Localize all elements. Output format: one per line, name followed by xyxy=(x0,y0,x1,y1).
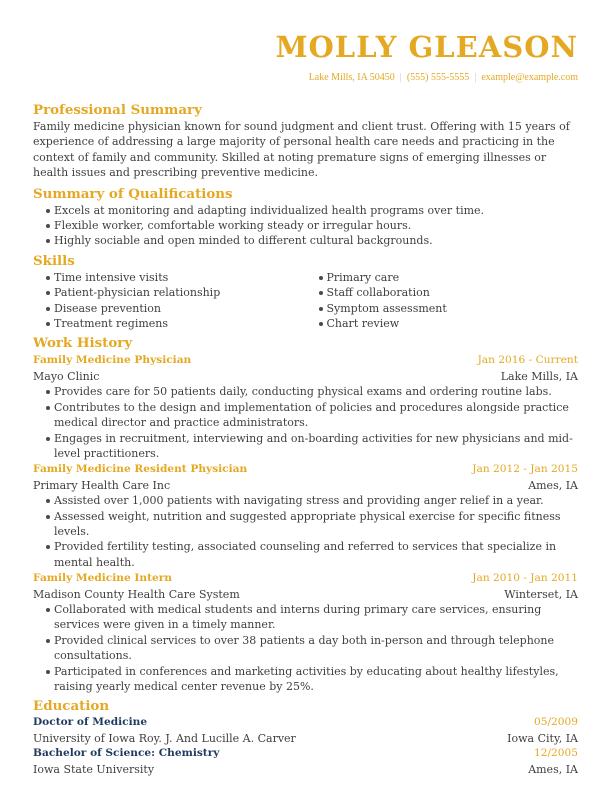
skill-item: Disease prevention xyxy=(33,301,306,316)
job-bullets xyxy=(33,493,578,570)
qualifications-list xyxy=(33,203,578,249)
list-item: Assessed weight, nutrition and suggested appropriate physical exercise for specific fitness levels. xyxy=(33,509,578,540)
list-item: Assisted over 1,000 patients with navigating stress and providing anger relief in a year. xyxy=(33,493,578,508)
skills-grid xyxy=(33,270,578,332)
job-entry xyxy=(33,462,578,570)
section-title-education: Education xyxy=(33,698,110,715)
education-school-row xyxy=(33,762,578,777)
education-header xyxy=(33,715,578,730)
education-entry xyxy=(33,746,578,777)
contact-email[interactable]: example@example.com xyxy=(481,72,578,83)
list-item: Engages in recruitment, interviewing and on-boarding activities for new physicians and mid-level practitioners. xyxy=(33,431,578,462)
education-location: Ames, IA xyxy=(528,762,578,776)
list-item: Participated in conferences and marketing activities by educating about healthy lifestyles, raising yearly medical center revenue by 25%. xyxy=(33,664,578,695)
education-degree: Doctor of Medicine xyxy=(33,716,148,729)
education-school: University of Iowa Roy. J. And Lucille A. Carver xyxy=(33,731,296,745)
education-date: 12/2005 xyxy=(533,747,578,760)
list-item: Provided fertility testing, associated counseling and referred to services that specialize in mental health. xyxy=(33,539,578,570)
skills-column-left xyxy=(33,270,306,332)
list-item: Flexible worker, comfortable working steady or irregular hours. xyxy=(33,218,578,233)
job-dates: Jan 2012 - Jan 2015 xyxy=(472,463,578,476)
education-header xyxy=(33,746,578,761)
job-bullets xyxy=(33,602,578,694)
job-entry xyxy=(33,353,578,461)
candidate-name: MOLLY GLEASON xyxy=(275,30,578,64)
skill-item: Patient-physician relationship xyxy=(33,285,306,300)
skill-item: Symptom assessment xyxy=(306,301,579,316)
contact-separator: | xyxy=(399,72,402,83)
job-header xyxy=(33,571,578,586)
education-date: 05/2009 xyxy=(533,716,578,729)
job-title: Family Medicine Intern xyxy=(33,572,172,585)
education-degree: Bachelor of Science: Chemistry xyxy=(33,747,220,760)
skill-item: Time intensive visits xyxy=(33,270,306,285)
summary-text: Family medicine physician known for sound judgment and client trust. Offering with 15 years of experience of addressing a large majority of personal health care needs and practicing in the context of family and community. Skilled at noting premature signs of emerging illnesses or health issues and prescribing preventive medicine. xyxy=(33,120,570,180)
list-item: Excels at monitoring and adapting individualized health programs over time. xyxy=(33,203,578,218)
resume-body xyxy=(33,102,578,777)
contact-separator: | xyxy=(474,72,477,83)
list-item: Provides care for 50 patients daily, conducting physical exams and ordering routine labs. xyxy=(33,384,578,399)
section-title-summary: Professional Summary xyxy=(33,102,202,118)
job-entry xyxy=(33,571,578,694)
job-dates: Jan 2010 - Jan 2011 xyxy=(472,572,578,585)
contact-line xyxy=(309,72,578,83)
job-header xyxy=(33,353,578,368)
job-dates: Jan 2016 - Current xyxy=(477,354,578,367)
education-entry xyxy=(33,715,578,746)
skill-item: Chart review xyxy=(306,316,579,331)
list-item: Contributes to the design and implementation of policies and procedures alongside practice medical director and practice administrators. xyxy=(33,400,578,431)
skill-item: Treatment regimens xyxy=(33,316,306,331)
skill-item: Staff collaboration xyxy=(306,285,579,300)
list-item: Collaborated with medical students and interns during primary care services, ensuring services were given in a timely manner. xyxy=(33,602,578,633)
job-employer-row xyxy=(33,478,578,493)
skill-item: Primary care xyxy=(306,270,579,285)
section-title-qualifications: Summary of Qualifications xyxy=(33,185,233,202)
section-title-skills: Skills xyxy=(33,252,75,269)
skills-column-right xyxy=(306,270,579,332)
education-school-row xyxy=(33,731,578,746)
job-title: Family Medicine Resident Physician xyxy=(33,463,248,476)
education-location: Iowa City, IA xyxy=(507,731,578,745)
job-title: Family Medicine Physician xyxy=(33,354,192,367)
job-employer: Mayo Clinic xyxy=(33,369,100,383)
contact-address: Lake Mills, IA 50450 xyxy=(308,72,395,83)
job-employer: Madison County Health Care System xyxy=(33,587,240,601)
education-school: Iowa State University xyxy=(33,762,155,776)
contact-phone: (555) 555-5555 xyxy=(406,72,470,83)
section-title-work: Work History xyxy=(33,335,133,352)
job-header xyxy=(33,462,578,477)
job-employer: Primary Health Care Inc xyxy=(33,478,171,492)
list-item: Provided clinical services to over 38 patients a day both in-person and through telephone consultations. xyxy=(33,633,578,664)
job-location: Lake Mills, IA xyxy=(500,369,578,383)
job-employer-row xyxy=(33,369,578,384)
list-item: Highly sociable and open minded to different cultural backgrounds. xyxy=(33,233,578,248)
job-location: Ames, IA xyxy=(528,478,578,492)
job-employer-row xyxy=(33,587,578,602)
job-bullets xyxy=(33,384,578,461)
job-location: Winterset, IA xyxy=(504,587,578,601)
